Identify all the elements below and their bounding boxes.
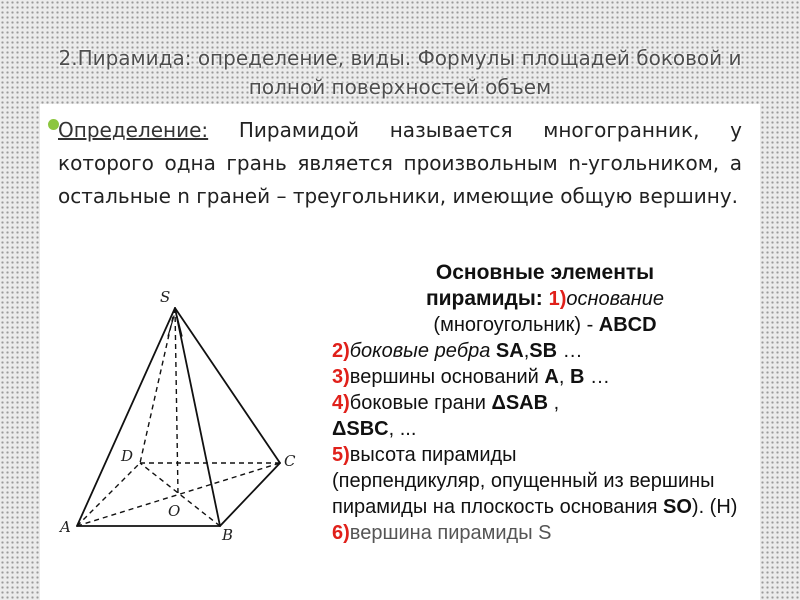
elements-item-1-continued: [332, 312, 758, 338]
pyramid-elements-list: [332, 260, 758, 546]
item-3-value-a: A: [544, 366, 559, 388]
item-3-ellipsis: …: [584, 366, 610, 388]
item-2-ellipsis: …: [557, 340, 583, 362]
item-3-term: вершины оснований: [349, 366, 545, 388]
elements-item-2: [332, 338, 758, 364]
item-number: 4): [332, 392, 350, 414]
item-5-suffix: ). (H): [691, 496, 738, 518]
vertex-label-o: O: [168, 502, 181, 520]
item-4-value-sab: ΔSAB: [491, 392, 549, 414]
elements-heading-line-2: пирамиды:: [425, 287, 549, 310]
item-2-term: боковые ребра: [349, 340, 491, 362]
item-3-sep: ,: [558, 366, 570, 388]
elements-item-3: [332, 364, 758, 390]
item-number: 2): [332, 340, 350, 362]
item-1-desc: (многоугольник) -: [433, 314, 599, 336]
pyramid-figure: [44, 270, 334, 560]
slide-title: [20, 44, 780, 102]
vertex-label-b: B: [222, 526, 234, 544]
definition-text: Пирамидой называется многогранник, у которого одна грань является произвольным n-угольником, а остальные n граней – треугольники, имеющие общую вершину.: [58, 118, 742, 208]
item-5-value-so: SO: [663, 496, 692, 518]
elements-heading: Основные элементы: [435, 261, 655, 284]
slide-title-line-2: полной поверхностей объем: [248, 75, 552, 99]
item-4-term: боковые грани: [349, 392, 492, 414]
elements-item-5-continued: [332, 468, 758, 520]
item-6-term: вершина пирамиды S: [349, 522, 552, 544]
elements-item-5: [332, 442, 758, 468]
definition-term: Определение:: [58, 118, 209, 142]
item-2-value-sb: SB: [529, 340, 558, 362]
vertex-label-c: C: [284, 452, 296, 470]
vertex-label-a: A: [60, 518, 71, 536]
item-number: 6): [332, 522, 350, 544]
item-3-value-b: B: [569, 366, 585, 388]
item-1-value: ABCD: [598, 314, 657, 336]
item-2-comma: ,: [523, 340, 530, 362]
item-number: 5): [332, 444, 350, 466]
item-number: 1): [548, 288, 567, 310]
height-so-hidden: [175, 308, 178, 494]
elements-item-4-continued: [332, 416, 758, 442]
item-4-sep: ,: [548, 392, 560, 414]
elements-item-1: [332, 286, 758, 312]
elements-item-4: [332, 390, 758, 416]
vertex-label-s: S: [160, 288, 171, 306]
definition-paragraph: [58, 114, 742, 213]
elements-item-6: [332, 520, 758, 546]
slide-title-line-1: 2.Пирамида: определение, виды. Формулы площадей боковой и: [58, 46, 742, 70]
item-4-ellipsis: , ...: [388, 418, 417, 440]
edge-ad-hidden: [77, 463, 140, 526]
item-5-term: высота пирамиды: [349, 444, 517, 466]
item-4-value-sbc: ΔSBC: [332, 418, 389, 440]
item-2-value-sa: SA: [495, 340, 524, 362]
item-5-desc: (перпендикуляр, опущенный из вершины пирамиды на плоскость основания: [332, 470, 715, 518]
item-1-term: основание: [566, 288, 665, 310]
edge-sa: [77, 308, 175, 526]
vertex-label-d: D: [121, 447, 134, 465]
item-number: 3): [332, 366, 350, 388]
